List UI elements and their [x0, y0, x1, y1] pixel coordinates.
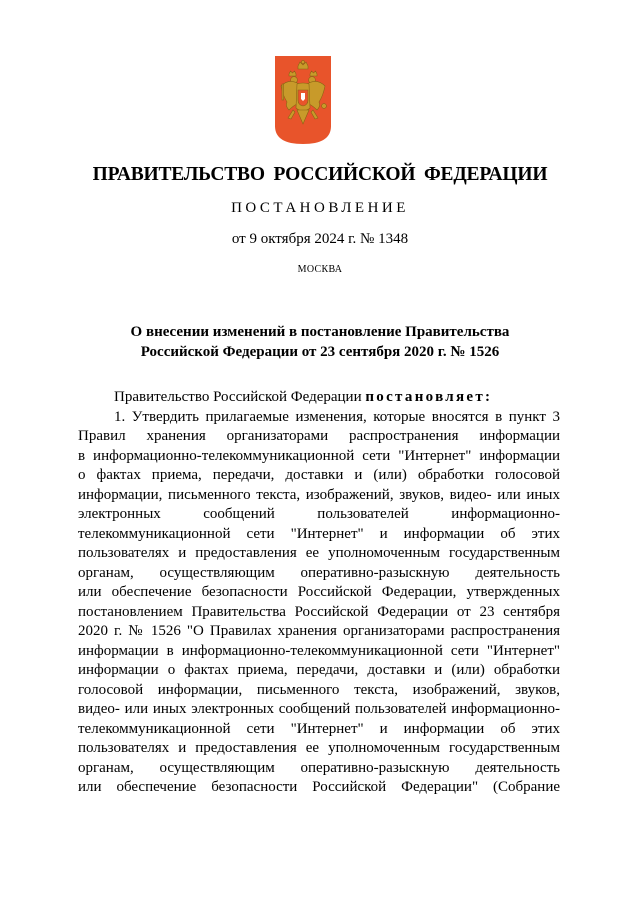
subject-line-2: Российской Федерации от 23 сентября 2020 г. № 1526 — [140, 344, 500, 360]
paragraph-line: пользователях и предоставления ее уполномоченным государственным — [78, 545, 560, 561]
paragraph-line: в информационно-телекоммуникационной сети "Интернет" информации — [78, 447, 560, 464]
paragraph-line: видео- или иных электронных сообщений пользователей информационно- — [78, 701, 560, 717]
paragraph-line: электронных сообщений пользователей информационно- — [78, 506, 560, 522]
paragraph-line: 2020 г. № 1526 "О Правилах хранения организаторами распространения — [78, 623, 560, 639]
paragraph-line: телекоммуникационной сети "Интернет" и информации об этих — [78, 525, 560, 542]
paragraph-line: о фактах приема, передачи, доставки и (или) обработки голосовой — [78, 467, 560, 483]
state-emblem-icon — [275, 56, 331, 144]
government-title: ПРАВИТЕЛЬСТВО РОССИЙСКОЙ ФЕДЕРАЦИИ — [92, 164, 548, 185]
paragraph-line: информации о фактах приема, передачи, доставки и (или) обработки — [78, 662, 560, 678]
paragraph-line: органам, осуществляющим оперативно-разыскную деятельность — [78, 564, 560, 581]
paragraph-1 — [78, 408, 560, 798]
document-body — [78, 388, 560, 798]
document-date-number: от 9 октября 2024 г. № 1348 — [231, 231, 409, 247]
document-city: МОСКВА — [297, 264, 343, 275]
paragraph-line: голосовой информации, письменного текста, изображений, звуков, — [78, 681, 560, 698]
subject-line-1: О внесении изменений в постановление Правительства — [130, 324, 510, 340]
paragraph-line: 1. Утвердить прилагаемые изменения, которые вносятся в пункт 3 — [114, 408, 560, 425]
paragraph-line: Правил хранения организаторами распространения информации — [78, 428, 560, 444]
paragraph-line: пользователях и предоставления ее уполномоченным государственным — [78, 740, 560, 756]
document-type: ПОСТАНОВЛЕНИЕ — [231, 200, 409, 216]
paragraph-line: постановлением Правительства Российской Федерации от 23 сентября — [78, 603, 560, 620]
paragraph-line: или обеспечение безопасности Российской Федерации" (Собрание — [78, 779, 560, 795]
paragraph-line: органам, осуществляющим оперативно-разыскную деятельность — [78, 759, 560, 776]
document-subject — [0, 322, 640, 362]
paragraph-line: информации в информационно-телекоммуникационной сети "Интернет" — [78, 642, 560, 659]
paragraph-line: или обеспечение безопасности Российской Федерации, утвержденных — [78, 584, 560, 600]
intro-resolves: постановляет: — [365, 389, 493, 405]
intro-paragraph — [78, 388, 560, 408]
paragraph-line: телекоммуникационной сети "Интернет" и информации об этих — [78, 720, 560, 737]
paragraph-line: информации, письменного текста, изображений, звуков, видео- или иных — [78, 486, 560, 503]
intro-text: Правительство Российской Федерации — [114, 389, 366, 405]
